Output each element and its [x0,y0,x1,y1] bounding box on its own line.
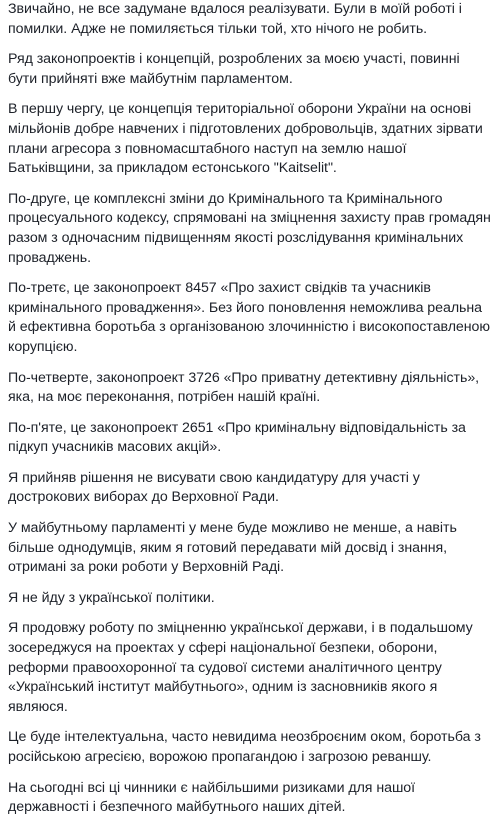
post-text [8,0,492,829]
paragraph-struggle: Це буде інтелектуальна, часто невидима неозброєним оком, боротьба з російською агресією, ворожою пропагандою і загрозою реваншу. [8,729,481,765]
paragraph-fourth: По-четверте, законопроект 3726 «Про приватну детективну діяльність», яка, на моє переконання, потрібен нашій країні. [8,369,480,406]
paragraph-decision: Я прийняв рішення не висувати свою кандидатуру для участі у дострокових виборах до Верховної Ради. [8,469,420,506]
paragraph-future-parliament: У майбутньому парламенті у мене буде можливо не менше, а навіть більше однодумців, яким я готовий передавати мій досвід і знання, отримані за роки роботи у Верховній Раді. [8,520,457,576]
paragraph-second: По-друге, це комплексні зміни до Кримінального та Кримінального процесуального кодексу, спрямовані на зміцнення захисту прав громадян разом з одночасним підвищенням якості розслідування кримінальних проваджень. [8,190,491,266]
paragraph-continue-work: Я продовжу роботу по зміцненню української держави, і в подальшому зосереджуся на проектах у сфері національної безпеки, оборони, реформи правоохоронної та судової системи аналітичного центру «Український інститут майбутнього», одним із засновників якого я являюся. [8,620,473,715]
paragraph-not-leaving: Я не йду з української політики. [8,589,215,606]
paragraph-bills: Ряд законопроектів і концепцій, розроблених за моєю участі, повинні бути прийняті вже майбутнім парламентом. [8,51,460,87]
paragraph-intro: Звичайно, не все задумане вдалося реалізувати. Були в моїй роботі і помилки. Адже не помиляється тільки той, хто нічого не робить. [8,1,462,37]
paragraph-third: По-третє, це законопроект 8457 «Про захист свідків та учасників кримінального провадження». Без його поновлення неможлива реальна й ефективна боротьба з організованою злочинністю і високопоставленою корупцією. [8,280,490,355]
paragraph-first: В першу чергу, це концепція територіальної оборони України на основі мільйонів добре навчених і підготовлених добровольців, здатних зірвати плани агресора з повномасштабного наступ на землю нашої Батьківщини, за прикладом естонського "Kaitselit". [8,101,483,177]
paragraph-risks: На сьогодні всі ці чинники є найбільшими ризиками для нашої державності і безпечного майбутнього наших дітей. [8,779,416,816]
paragraph-fifth: По-п'яте, це законопроект 2651 «Про кримінальну відповідальність за підкуп учасників масових акцій». [8,419,466,456]
